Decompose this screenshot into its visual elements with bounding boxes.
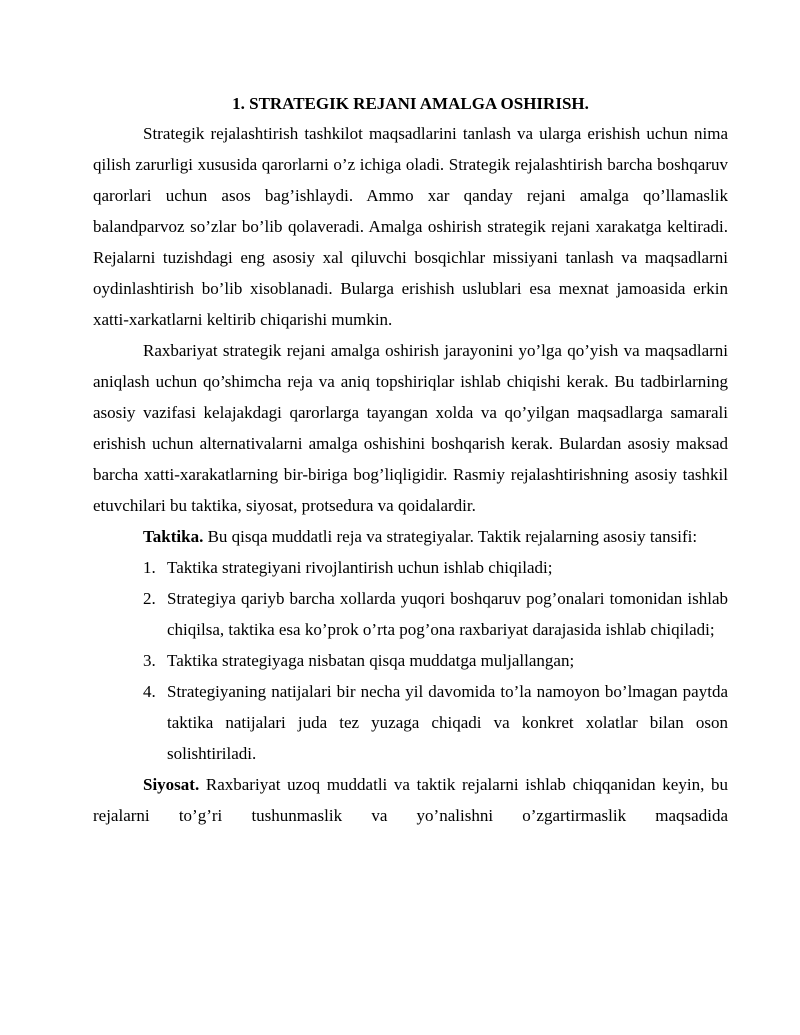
taktika-characteristics-list [93,552,728,769]
list-item [143,645,728,676]
list-item [143,676,728,769]
list-item-number: 3. [143,651,156,670]
section-heading: 1. STRATEGIK REJANI AMALGA OSHIRISH. [232,94,589,113]
list-item-text: Taktika strategiyani rivojlantirish uchun ishlab chiqiladi; [167,558,553,577]
paragraph-siyosat [93,769,728,831]
paragraph-taktika [93,521,728,552]
term-siyosat: Siyosat. [143,775,200,794]
list-item [143,552,728,583]
taktika-definition: Bu qisqa muddatli reja va strategiyalar. Taktik rejalarning asosiy tansifi: [203,527,698,546]
siyosat-definition: Raxbariyat uzoq muddatli va taktik rejalarni ishlab chiqqanidan keyin, bu rejalarni to’g’ri tushunmaslik va yo’nalishni o’zgartirmaslik maqsadida [93,775,728,825]
list-item-text: Taktika strategiyaga nisbatan qisqa muddatga muljallangan; [167,651,575,670]
list-item-text: Strategiya qariyb barcha xollarda yuqori boshqaruv pog’onalari tomonidan ishlab chiqilsa, taktika esa ko’prok o’rta pog’ona raxbariyat darajasida ishlab chiqiladi; [167,589,728,639]
list-item [143,583,728,645]
list-item-number: 4. [143,682,156,701]
list-item-text: Strategiyaning natijalari bir necha yil davomida to’la namoyon bo’lmagan paytda taktika natijalari juda tez yuzaga chiqadi va konkret xolatlar bilan oson solishtiriladi. [167,682,728,763]
paragraph-intro: Strategik rejalashtirish tashkilot maqsadlarini tanlash va ularga erishish uchun nima qilish zarurligi xususida qarorlarni o’z ichiga oladi. Strategik rejalashtirish barcha boshqaruv qarorlari uchun asos bag’ishlaydi. Ammo xar qanday rejani amalga qo’llamaslik balandparvoz so’zlar bo’lib qolaveradi. Amalga oshirish strategik rejani xarakatga keltiradi. Rejalarni tuzishdagi eng asosiy xal qiluvchi bosqichlar missiyani tanlash va maqsadlarni oydinlashtirish bo’lib xisoblanadi. Bularga erishish uslublari esa mexnat jamoasida erkin xatti-xarkatlarni keltirib chiqarishi mumkin. [93,124,728,329]
list-item-number: 1. [143,558,156,577]
list-item-number: 2. [143,589,156,608]
paragraph-leadership: Raxbariyat strategik rejani amalga oshirish jarayonini yo’lga qo’yish va maqsadlarni aniqlash uchun qo’shimcha reja va aniq topshiriqlar ishlab chiqishi kerak. Bu tadbirlarning asosiy vazifasi kelajakdagi qarorlarga tayangan xolda va qo’yilgan maqsadlarga samarali erishish uchun alternativalarni amalga oshishini boshqarish kerak. Bulardan asosiy maksad barcha xatti-xarakatlarning bir-biriga bog’liqligidir. Rasmiy rejalashtirishning asosiy tashkil etuvchilari bu taktika, siyosat, protsedura va qoidalardir. [93,341,728,515]
term-taktika: Taktika. [143,527,204,546]
